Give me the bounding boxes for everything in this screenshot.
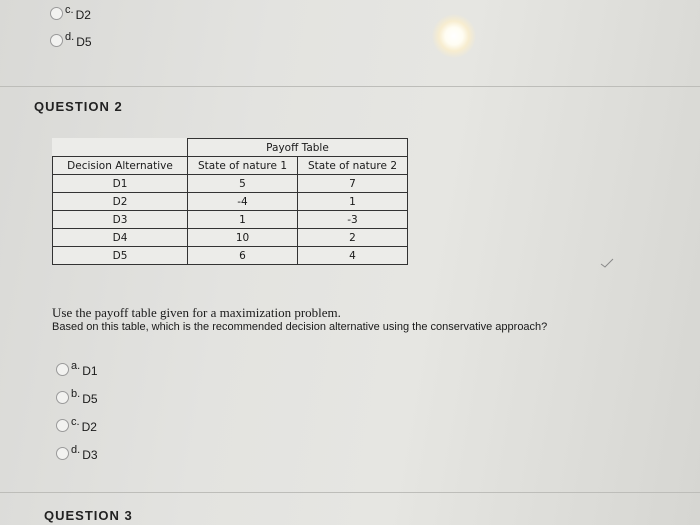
table-cell: 6 [188, 247, 298, 265]
table-row [53, 211, 408, 229]
table-cell: 5 [188, 175, 298, 193]
payoff-table [52, 138, 408, 265]
option-value: D2 [81, 420, 97, 434]
table-title: Payoff Table [188, 139, 408, 157]
screen-glare [432, 14, 476, 58]
option-c[interactable] [56, 418, 97, 434]
table-cell: D5 [53, 247, 188, 265]
option-letter: d. [65, 31, 75, 43]
option-letter: b. [71, 388, 81, 400]
table-row [53, 193, 408, 211]
option-value: D2 [75, 8, 91, 22]
table-cell: 1 [298, 193, 408, 211]
radio-button[interactable] [56, 419, 69, 432]
prev-option-d[interactable] [50, 33, 92, 49]
option-letter: c. [65, 4, 74, 16]
option-value: D5 [76, 35, 92, 49]
stray-mark-icon [600, 258, 614, 268]
radio-button[interactable] [56, 363, 69, 376]
section-divider [0, 492, 700, 493]
table-cell: 4 [298, 247, 408, 265]
table-cell: 7 [298, 175, 408, 193]
option-d[interactable] [56, 446, 98, 462]
table-cell: -4 [188, 193, 298, 211]
option-a[interactable] [56, 362, 98, 378]
question-prompt: Based on this table, which is the recommended decision alternative using the conservative approach? [52, 321, 548, 333]
table-row [53, 229, 408, 247]
option-letter: c. [71, 416, 80, 428]
section-divider [0, 86, 700, 87]
radio-button[interactable] [50, 7, 63, 20]
table-cell: 2 [298, 229, 408, 247]
option-value: D3 [82, 448, 98, 462]
table-cell: D4 [53, 229, 188, 247]
table-cell: D3 [53, 211, 188, 229]
table-cell: -3 [298, 211, 408, 229]
question-intro: Use the payoff table given for a maximization problem. [52, 305, 341, 320]
question-3-heading: QUESTION 3 [44, 508, 133, 523]
radio-button[interactable] [50, 34, 63, 47]
radio-button[interactable] [56, 447, 69, 460]
option-b[interactable] [56, 390, 98, 406]
option-letter: a. [71, 360, 81, 372]
table-row [53, 247, 408, 265]
question-2-heading: QUESTION 2 [34, 99, 123, 114]
table-cell: D1 [53, 175, 188, 193]
table-row [53, 175, 408, 193]
option-letter: d. [71, 444, 81, 456]
radio-button[interactable] [56, 391, 69, 404]
column-header: Decision Alternative [53, 157, 188, 175]
option-value: D1 [82, 364, 98, 378]
table-cell: D2 [53, 193, 188, 211]
column-header: State of nature 2 [298, 157, 408, 175]
column-header: State of nature 1 [188, 157, 298, 175]
option-value: D5 [82, 392, 98, 406]
prev-option-c[interactable] [50, 6, 91, 22]
table-cell: 1 [188, 211, 298, 229]
table-cell: 10 [188, 229, 298, 247]
table-corner [53, 139, 188, 157]
table-header-row [53, 157, 408, 175]
